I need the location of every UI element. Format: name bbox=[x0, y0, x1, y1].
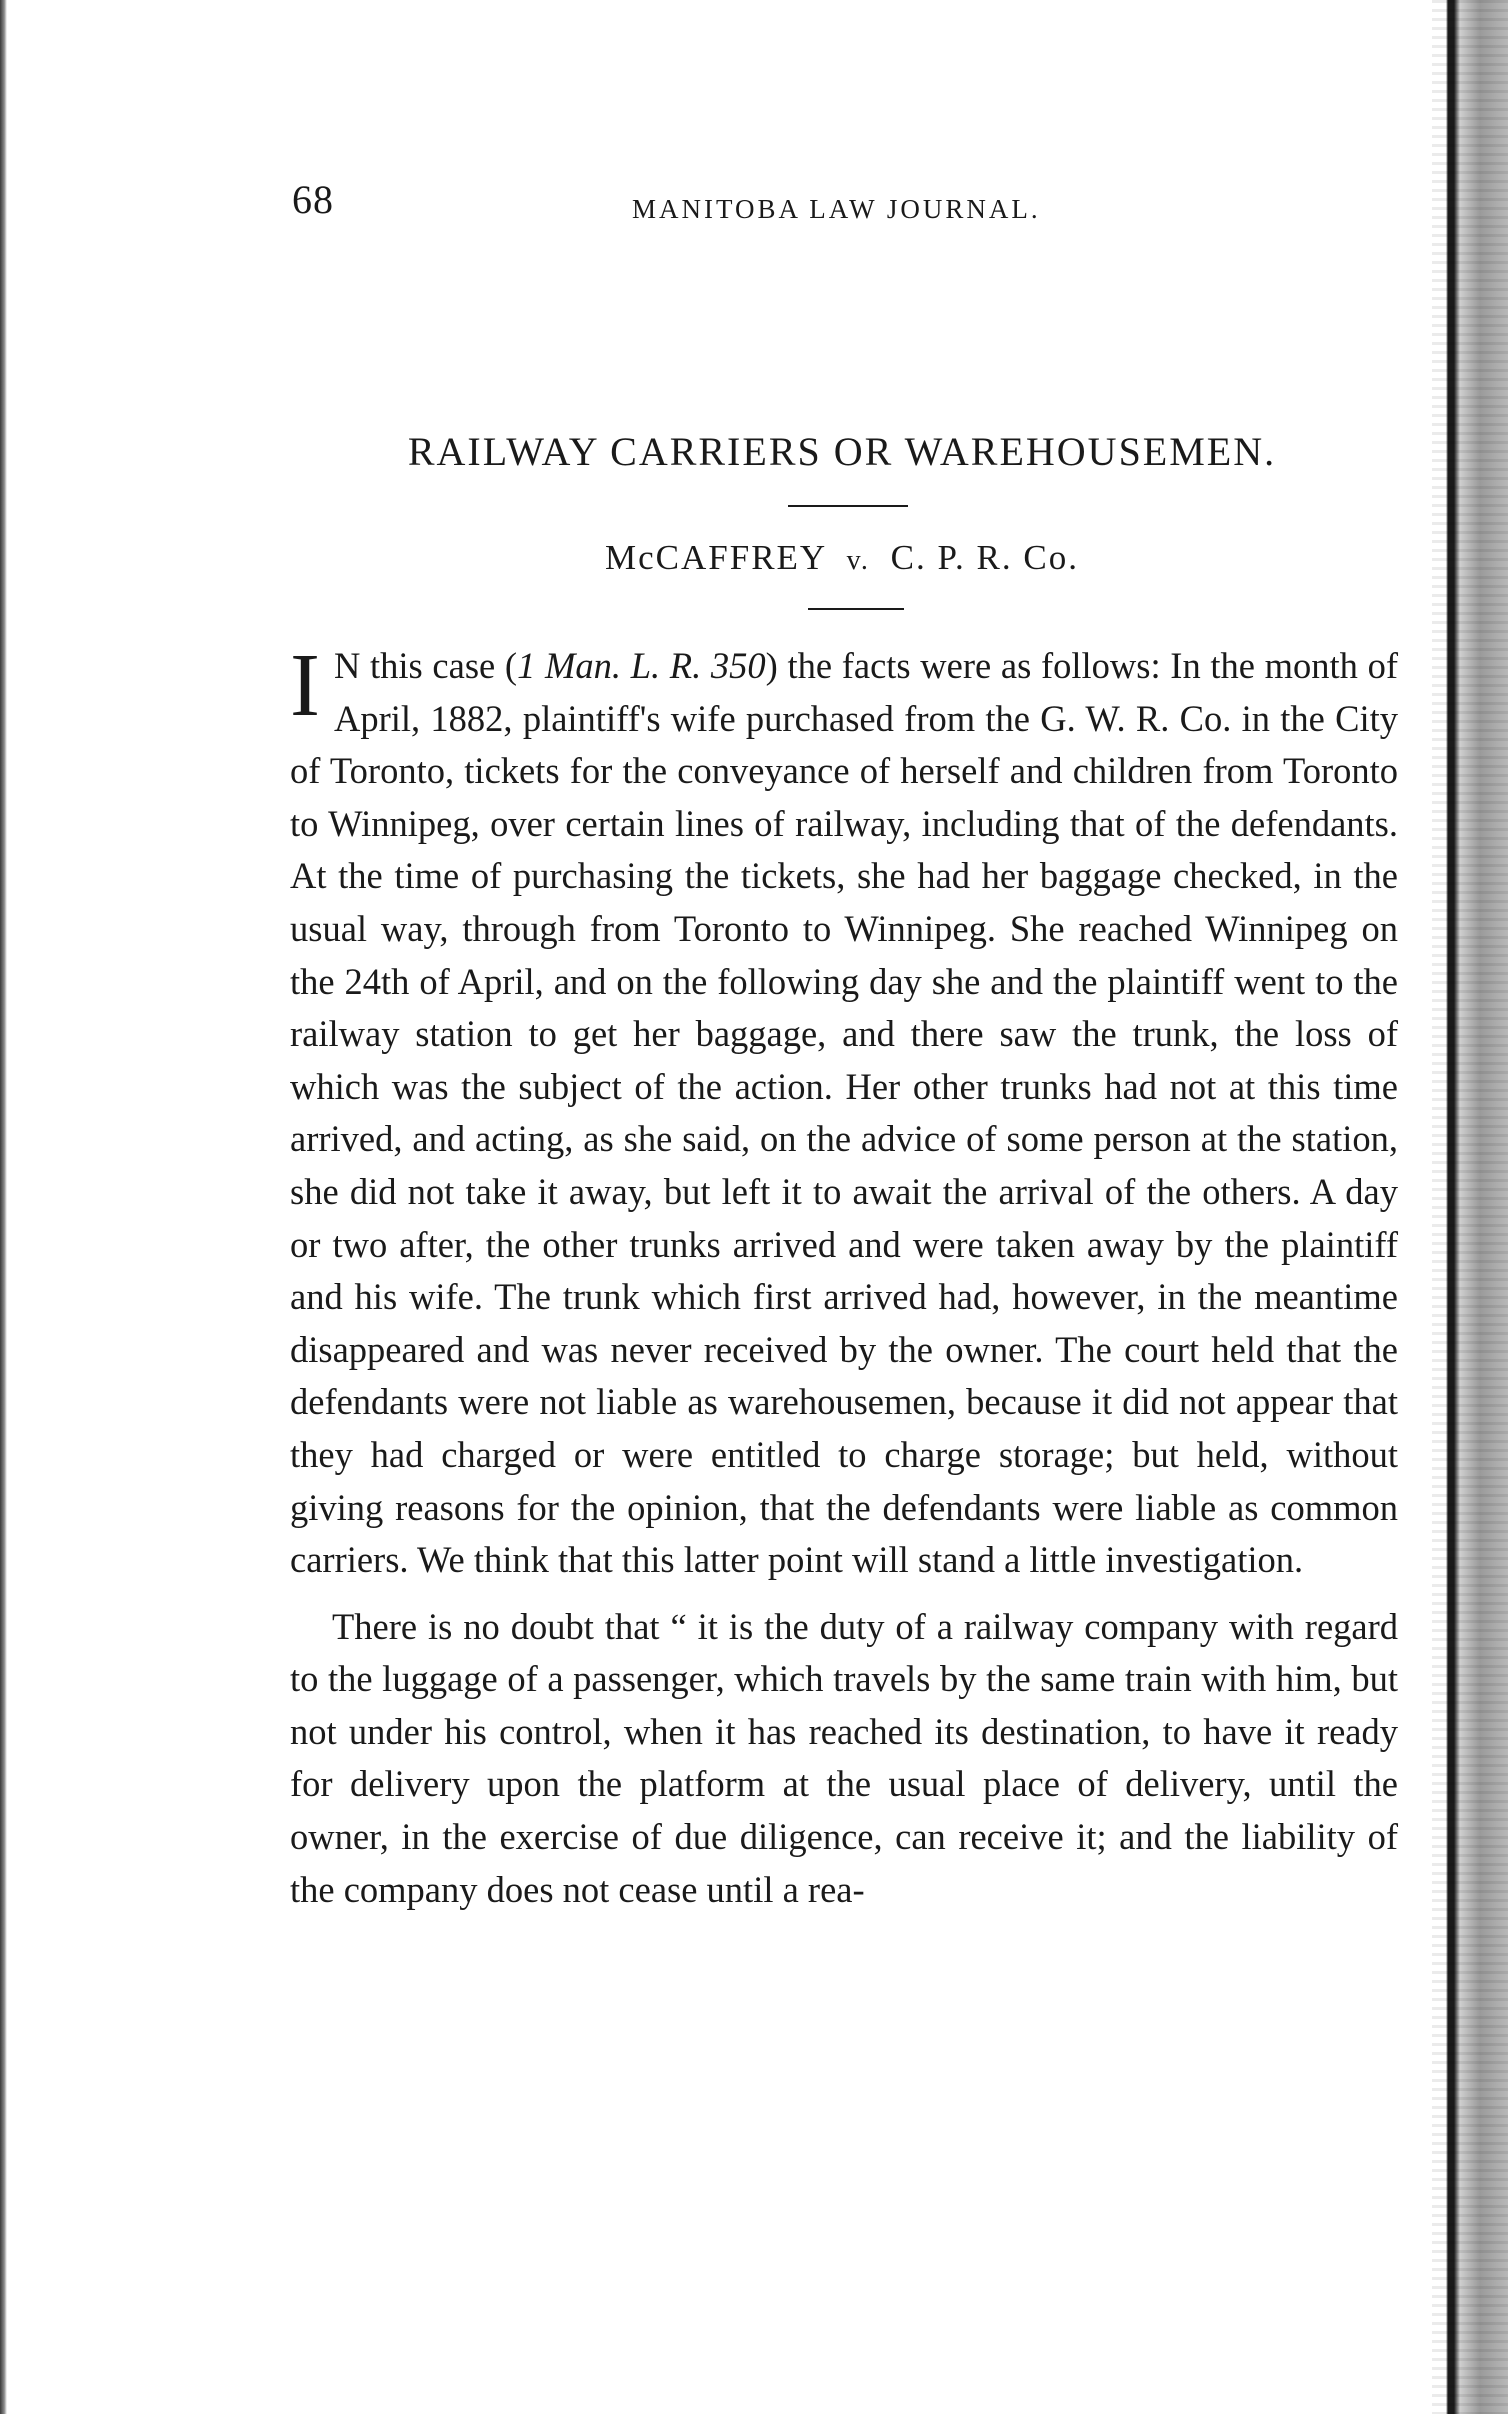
paragraph-1-lead: N this case ( bbox=[333, 645, 518, 686]
case-versus: v. bbox=[846, 545, 870, 576]
case-plaintiff: McCAFFREY bbox=[605, 538, 826, 577]
paragraph-2: There is no doubt that “ it is the duty of a railway company with regard to the luggage of a passenger, which travels by the same train with him, but not under his control, when it has reached its destination, to have it ready for delivery upon the platform at the usual place of delivery, until the owner, in the exercise of due diligence, can receive it; and the liability of the company does not cease until a rea- bbox=[290, 1605, 1398, 1910]
running-head bbox=[292, 176, 1392, 236]
paragraph-1-text: ) the facts were as follows: In the month of April, 1882, plaintiff's wife purchased from the G. W. R. Co. in the City of Toronto, tickets for the conveyance of herself and children from Toronto to Winnipeg, over certain lines of railway, including that of the defendants. At the time of purchasing the tickets, she had her baggage checked, in the usual way, through from Toronto to Winnipeg. She reached Winnipeg on the 24th of April, and on the following day she and the plaintiff went to the railway station to get her baggage, and there saw the trunk, the loss of which was the subject of the action. Her other trunks had not at this time arrived, and acting, as she said, on the advice of some person at the station, she did not take it away, but left it to await the arrival of the others. A day or two after, the other trunks arrived and were taken away by the plaintiff and his wife. The trunk which first arrived had, however, in the meantime disappeared and was never received by the owner. The court held that the defendants were not liable as warehousemen, because it did not appear that they had charged or were entitled to charge storage; but held, without giving reasons for the opinion, that the defendants were liable as common carriers. We think that this latter point will stand a little investigation. bbox=[290, 645, 1398, 1581]
drop-cap: I bbox=[290, 636, 320, 735]
title-divider bbox=[788, 505, 908, 507]
article-body bbox=[290, 636, 1398, 1916]
page-binding-edge bbox=[1432, 0, 1508, 2414]
paragraph-1 bbox=[290, 636, 1398, 1587]
case-defendant: C. P. R. Co. bbox=[890, 538, 1079, 577]
page-left-edge bbox=[0, 0, 7, 2414]
article-title: RAILWAY CARRIERS OR WAREHOUSEMEN. bbox=[407, 429, 1277, 474]
case-citation: 1 Man. L. R. 350 bbox=[517, 645, 766, 686]
journal-name: MANITOBA LAW JOURNAL. bbox=[632, 194, 1041, 224]
case-divider bbox=[808, 608, 904, 610]
case-title bbox=[292, 538, 1392, 578]
page-number: 68 bbox=[292, 177, 334, 222]
